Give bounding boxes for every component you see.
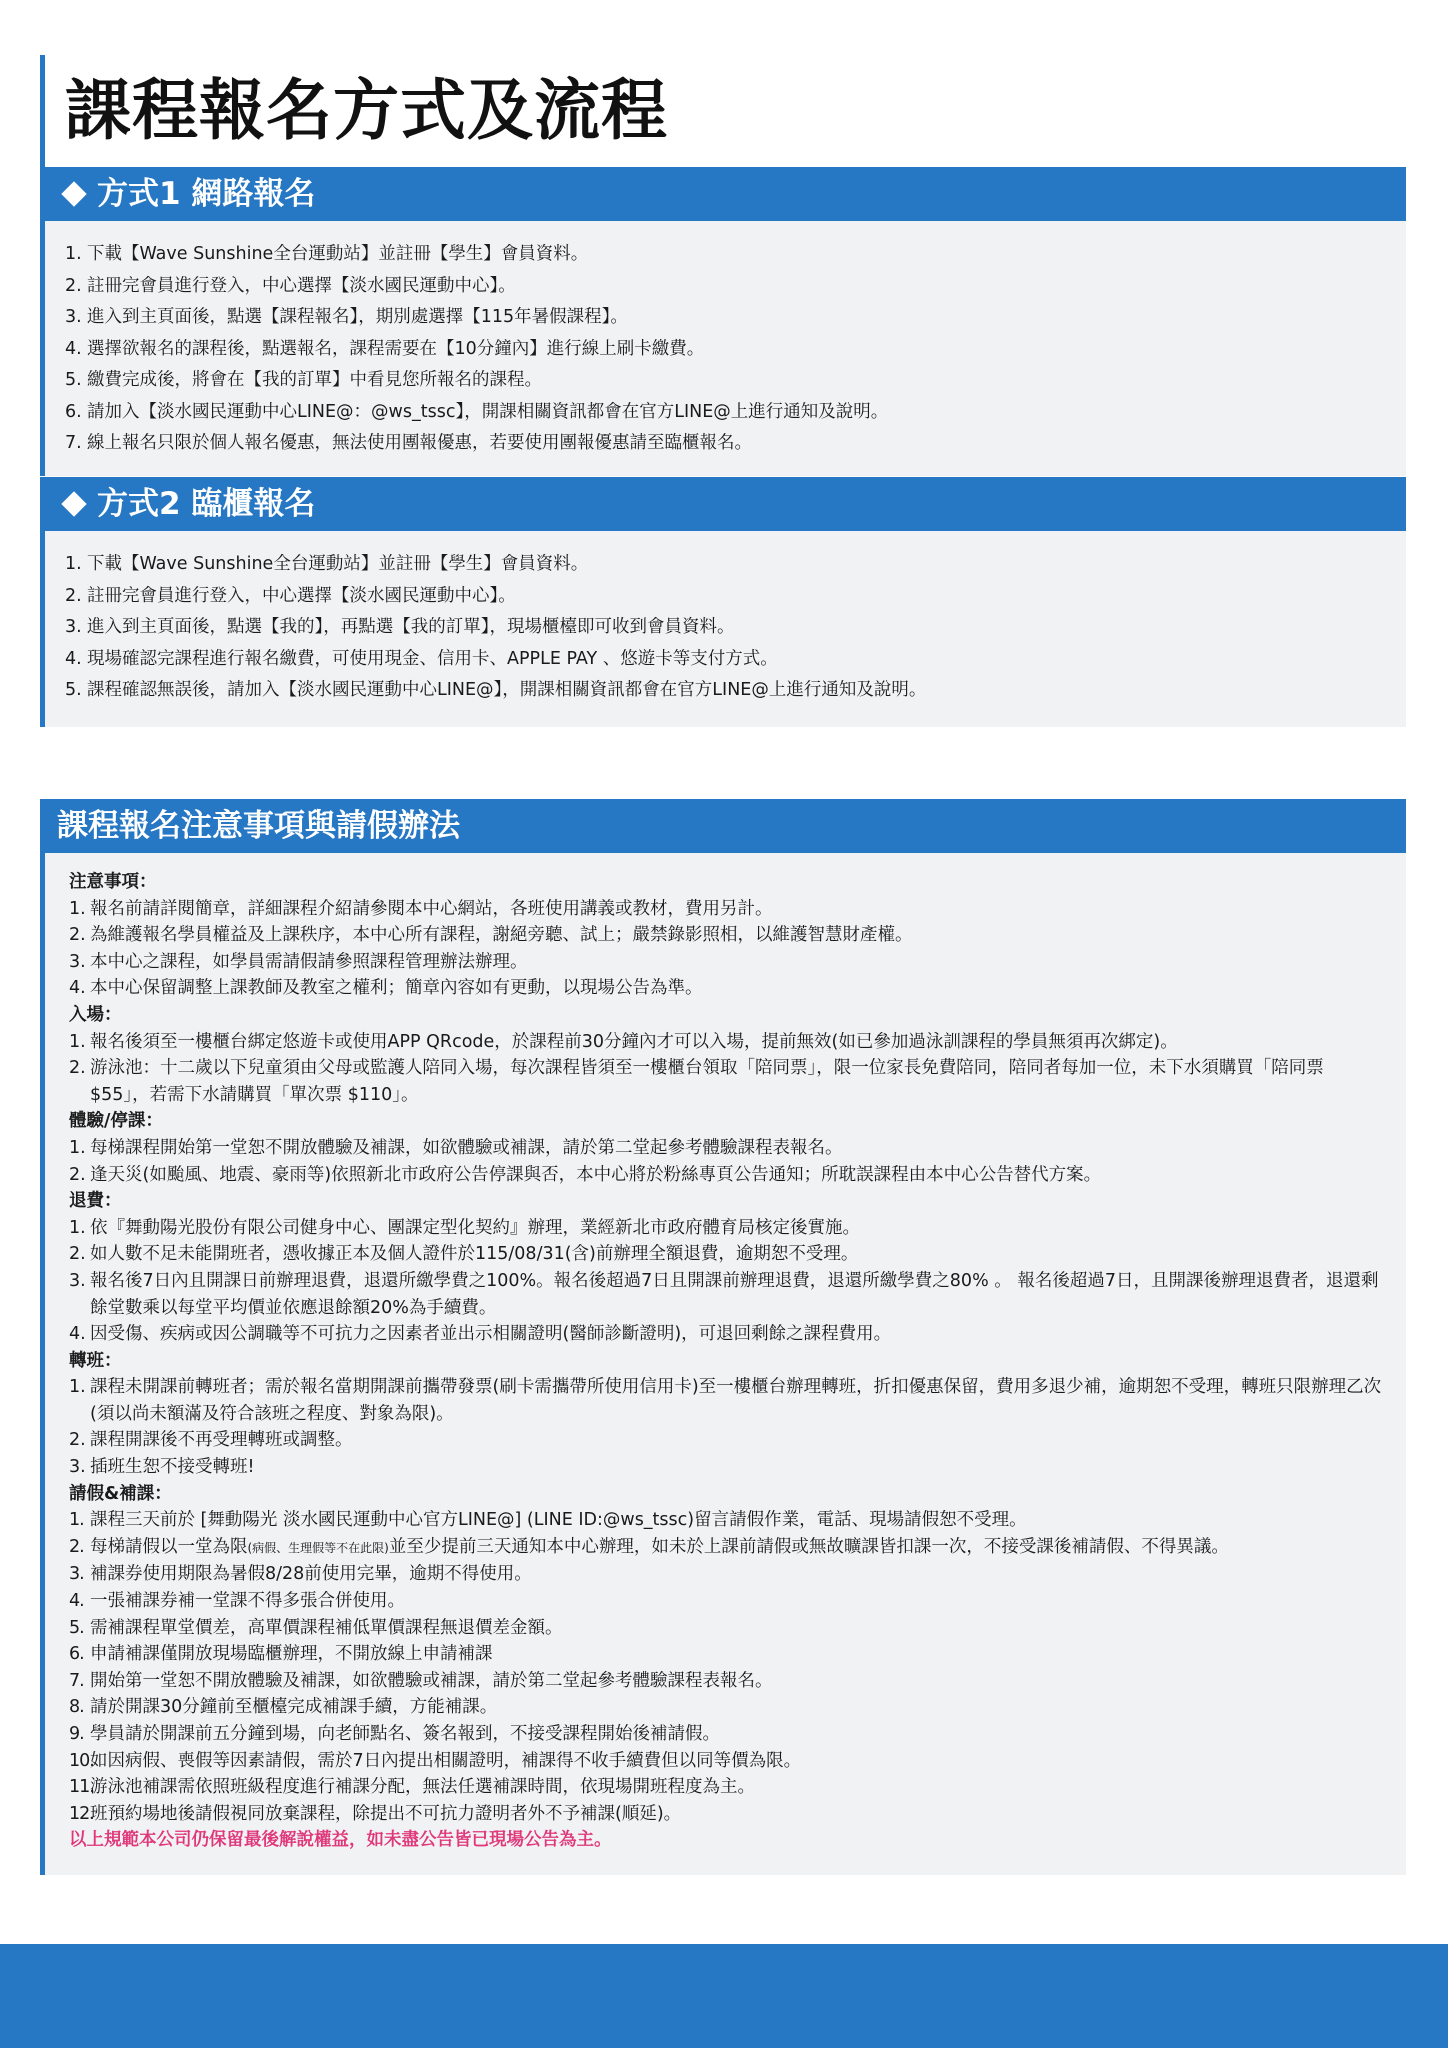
- notes-header: [45, 799, 1406, 853]
- item-number: 7.: [65, 433, 82, 453]
- list-item: [69, 1241, 1382, 1268]
- item-text: 進入到主頁面後，點選【課程報名】，期別處選擇【115年暑假課程】。: [87, 307, 628, 327]
- list-item: [69, 1507, 1382, 1534]
- notes-subheading: 退費：: [69, 1191, 122, 1212]
- list-item: [69, 1561, 1382, 1588]
- item-number: 6.: [69, 1644, 84, 1665]
- item-number: 1.: [69, 1377, 86, 1398]
- item-text: 每梯請假以一堂為限: [90, 1536, 248, 1557]
- item-text: 游泳池：十二歲以下兒童須由父母或監護人陪同入場，每次課程皆須至一樓櫃台領取「陪同票」，限一位家長免費陪同，陪同者每加一位，未下水須購買「陪同票$55」，若需下水請購買「單次票 $110」。: [90, 1058, 1324, 1105]
- diamond-icon: [61, 181, 86, 206]
- list-item: [69, 896, 1382, 923]
- method2-header: [45, 477, 1406, 531]
- item-text: 補課券使用期限為暑假8/28前使用完畢，逾期不得使用。: [90, 1564, 532, 1585]
- list-item: [69, 1748, 1382, 1775]
- item-text: 本中心保留調整上課教師及教室之權利；簡章內容如有更動，以現場公告為準。: [90, 978, 703, 999]
- item-number: 9.: [69, 1724, 84, 1744]
- item-number: 3.: [69, 1270, 86, 1291]
- method1-header-text: 方式1 網路報名: [97, 176, 316, 212]
- list-item: [65, 397, 1406, 429]
- item-text: 請於開課30分鐘前至櫃檯完成補課手續，方能補課。: [90, 1697, 498, 1718]
- notes-header-text: 課程報名注意事項與請假辦法: [57, 808, 460, 844]
- item-number: 3.: [69, 1564, 84, 1585]
- item-text: 本中心之課程，如學員需請假請參照課程管理辦法辦理。: [90, 951, 528, 972]
- item-number: 2.: [69, 1244, 86, 1265]
- item-number: 3.: [69, 1457, 86, 1478]
- list-item: [65, 581, 1406, 613]
- item-number: 1.: [69, 1217, 86, 1238]
- item-text: 申請補課僅開放現場臨櫃辦理，不開放線上申請補課: [90, 1644, 493, 1665]
- item-text: 註冊完會員進行登入，中心選擇【淡水國民運動中心】。: [87, 275, 516, 296]
- item-text: 選擇欲報名的課程後，點選報名，課程需要在【10分鐘內】進行線上刷卡繳費。: [87, 338, 705, 359]
- notes-subheading: 體驗/停課：: [69, 1111, 163, 1132]
- item-text: 課程確認無誤後，請加入【淡水國民運動中心LINE@】，開課相關資訊都會在官方LINE@上進行通知及說明。: [87, 680, 927, 700]
- notes-list: [69, 1374, 1382, 1480]
- list-item: [69, 1694, 1382, 1721]
- list-item: [69, 922, 1382, 949]
- notes-subheading: 入場：: [69, 1004, 122, 1025]
- item-text: 游泳池補課需依照班級程度進行補課分配，無法任選補課時間，依現場開班程度為主。: [90, 1777, 755, 1798]
- method2-steps: [45, 531, 1406, 707]
- list-item: [69, 1668, 1382, 1695]
- item-number: 4.: [69, 1591, 84, 1612]
- item-text: 註冊完會員進行登入，中心選擇【淡水國民運動中心】。: [87, 585, 516, 606]
- item-text: 每梯課程開始第一堂恕不開放體驗及補課，如欲體驗或補課，請於第二堂起參考體驗課程表報名。: [90, 1137, 843, 1158]
- list-item: [69, 975, 1382, 1002]
- list-item: [65, 271, 1406, 303]
- notes-section: [40, 799, 1406, 1875]
- list-item: [69, 1268, 1382, 1321]
- item-number: 1.: [65, 554, 82, 574]
- list-item: [65, 644, 1406, 676]
- list-item: [69, 949, 1382, 976]
- item-number: 2.: [69, 1058, 86, 1079]
- warning-text: 以上規範本公司仍保留最後解說權益，如未盡公告皆已現場公告為主。: [69, 1830, 612, 1851]
- item-text: 如因病假、喪假等因素請假，需於7日內提出相關證明，補課得不收手續費但以同等價為限。: [90, 1750, 802, 1771]
- item-text: 開始第一堂恕不開放體驗及補課，如欲體驗或補課，請於第二堂起參考體驗課程表報名。: [90, 1670, 773, 1691]
- item-text: 課程未開課前轉班者；需於報名當期開課前攜帶發票(刷卡需攜帶所使用信用卡)至一樓櫃台辦理轉班，折扣優惠保留，費用多退少補，逾期恕不受理，轉班只限辦理乙次(須以尚未額滿及符合該班之程度、對象為限)。: [90, 1377, 1382, 1424]
- item-number: 12.: [69, 1803, 94, 1824]
- list-item: [65, 675, 1406, 707]
- item-text: 請加入【淡水國民運動中心LINE@：@ws_tssc】，開課相關資訊都會在官方LINE@上進行通知及說明。: [87, 401, 889, 422]
- item-number: 5.: [69, 1617, 84, 1638]
- item-number: 1.: [69, 1137, 86, 1158]
- notes-subheading: 請假&補課：: [69, 1483, 172, 1504]
- item-number: 7.: [69, 1670, 84, 1691]
- list-item: [69, 1374, 1382, 1427]
- item-number: 2.: [69, 1430, 86, 1451]
- item-number: 2.: [65, 585, 82, 606]
- list-item: [69, 1321, 1382, 1348]
- item-number: 4.: [69, 978, 86, 999]
- page-title: 課程報名方式及流程: [65, 72, 668, 149]
- list-item: [65, 612, 1406, 644]
- list-item: [69, 1454, 1382, 1481]
- list-item: [65, 302, 1406, 334]
- item-number: 2.: [65, 275, 82, 296]
- method2-section: [40, 477, 1406, 727]
- item-number: 5.: [65, 370, 82, 390]
- item-number: 1.: [69, 1031, 86, 1052]
- item-number: 11.: [69, 1777, 94, 1798]
- item-text: 需補課程單堂價差，高單價課程補低單價課程無退價差金額。: [90, 1617, 563, 1638]
- item-text: 班預約場地後請假視同放棄課程，除提出不可抗力證明者外不予補課(順延)。: [90, 1803, 682, 1824]
- item-text-cont: 並至少提前三天通知本中心辦理，如未於上課前請假或無故曠課皆扣課一次，不接受課後補請假、不得異議。: [388, 1536, 1229, 1557]
- list-item: [69, 1215, 1382, 1242]
- list-item: [69, 1721, 1382, 1748]
- item-text: 報名後須至一樓櫃台綁定悠遊卡或使用APP QRcode，於課程前30分鐘內才可以入場，提前無效(如已參加過泳訓課程的學員無須再次綁定)。: [90, 1031, 1178, 1052]
- method1-section: [40, 167, 1406, 476]
- item-text: 課程三天前於 [舞動陽光 淡水國民運動中心官方LINE@] (LINE ID:@ws_tssc)留言請假作業，電話、現場請假恕不受理。: [90, 1510, 1027, 1531]
- list-item: [69, 1774, 1382, 1801]
- item-number: 8.: [69, 1697, 84, 1718]
- item-number: 6.: [65, 401, 82, 422]
- item-text: 下載【Wave Sunshine全台運動站】並註冊【學生】會員資料。: [87, 244, 589, 264]
- item-number: 2.: [69, 1536, 84, 1557]
- list-item: [65, 334, 1406, 366]
- item-text: 課程開課後不再受理轉班或調整。: [90, 1430, 353, 1451]
- list-item: [69, 1135, 1382, 1162]
- item-number: 3.: [65, 307, 82, 327]
- notes-subheading: 注意事項：: [69, 872, 157, 892]
- item-number: 4.: [65, 648, 82, 669]
- list-item: [65, 428, 1406, 460]
- item-text: 進入到主頁面後，點選【我的】，再點選【我的訂單】，現場櫃檯即可收到會員資料。: [87, 617, 735, 637]
- item-number: 1.: [69, 898, 86, 919]
- item-text: 插班生恕不接受轉班!: [90, 1457, 255, 1478]
- item-text: 現場確認完課程進行報名繳費，可使用現金、信用卡、APPLE PAY 、悠遊卡等支付方式。: [87, 648, 778, 669]
- list-item: [69, 1162, 1382, 1189]
- item-note: (病假、生理假等不在此限): [247, 1540, 389, 1555]
- item-number: 2.: [69, 925, 86, 946]
- list-item: [65, 365, 1406, 397]
- list-item: [69, 1055, 1382, 1108]
- notes-body: [45, 853, 1406, 1854]
- item-text: 繳費完成後，將會在【我的訂單】中看見您所報名的課程。: [87, 370, 542, 390]
- diamond-icon: [61, 491, 86, 516]
- list-item: [69, 1534, 1382, 1562]
- title-block: [40, 55, 1406, 167]
- list-item: [65, 239, 1406, 271]
- item-text: 下載【Wave Sunshine全台運動站】並註冊【學生】會員資料。: [87, 554, 589, 574]
- item-text: 因受傷、疾病或因公調職等不可抗力之因素者並出示相關證明(醫師診斷證明)，可退回剩餘之課程費用。: [90, 1324, 892, 1345]
- item-text: 逢天災(如颱風、地震、豪雨等)依照新北市政府公告停課與否，本中心將於粉絲專頁公告通知；所耽誤課程由本中心公告替代方案。: [90, 1164, 1102, 1185]
- method1-header: [45, 167, 1406, 221]
- notes-subheading: 轉班：: [69, 1350, 122, 1371]
- item-number: 4.: [65, 338, 82, 359]
- notes-list: [69, 1215, 1382, 1348]
- item-number: 2.: [69, 1164, 86, 1185]
- list-item: [69, 1615, 1382, 1642]
- item-number: 5.: [65, 680, 82, 700]
- method2-header-text: 方式2 臨櫃報名: [97, 486, 316, 522]
- item-number: 10.: [69, 1750, 94, 1771]
- item-text: 報名後7日內且開課日前辦理退費，退還所繳學費之100%。報名後超過7日且開課前辦理退費，退還所繳學費之80% 。 報名後超過7日，且開課後辦理退費者，退還剩餘堂數乘以每堂平均價並依應退餘額20%為手續費。: [90, 1270, 1379, 1318]
- item-text: 線上報名只限於個人報名優惠，無法使用團報優惠，若要使用團報優惠請至臨櫃報名。: [87, 433, 752, 453]
- item-number: 1.: [65, 244, 82, 264]
- item-number: 3.: [65, 617, 82, 637]
- item-number: 3.: [69, 951, 86, 972]
- list-item: [69, 1029, 1382, 1056]
- notes-list: [69, 896, 1382, 1002]
- method1-steps: [45, 221, 1406, 460]
- item-text: 依『舞動陽光股份有限公司健身中心、團課定型化契約』辦理，業經新北市政府體育局核定後實施。: [90, 1217, 860, 1238]
- notes-list: [69, 1029, 1382, 1109]
- item-text: 學員請於開課前五分鐘到場，向老師點名、簽名報到，不接受課程開始後補請假。: [90, 1724, 720, 1744]
- list-item: [69, 1588, 1382, 1615]
- item-text: 報名前請詳閱簡章，詳細課程介紹請參閱本中心網站，各班使用講義或教材，費用另計。: [90, 898, 773, 919]
- item-text: 一張補課券補一堂課不得多張合併使用。: [90, 1591, 405, 1612]
- list-item: [69, 1801, 1382, 1828]
- item-text: 如人數不足未能開班者，憑收據正本及個人證件於115/08/31(含)前辦理全額退費，逾期恕不受理。: [90, 1244, 859, 1265]
- item-number: 4.: [69, 1324, 86, 1345]
- item-text: 為維護報名學員權益及上課秩序，本中心所有課程，謝絕旁聽、試上；嚴禁錄影照相，以維護智慧財產權。: [90, 925, 913, 946]
- notes-list: [69, 1507, 1382, 1827]
- list-item: [69, 1641, 1382, 1668]
- footer-bar: [0, 1944, 1448, 2048]
- list-item: [69, 1427, 1382, 1454]
- item-number: 1.: [69, 1510, 84, 1531]
- notes-list: [69, 1135, 1382, 1188]
- list-item: [65, 549, 1406, 581]
